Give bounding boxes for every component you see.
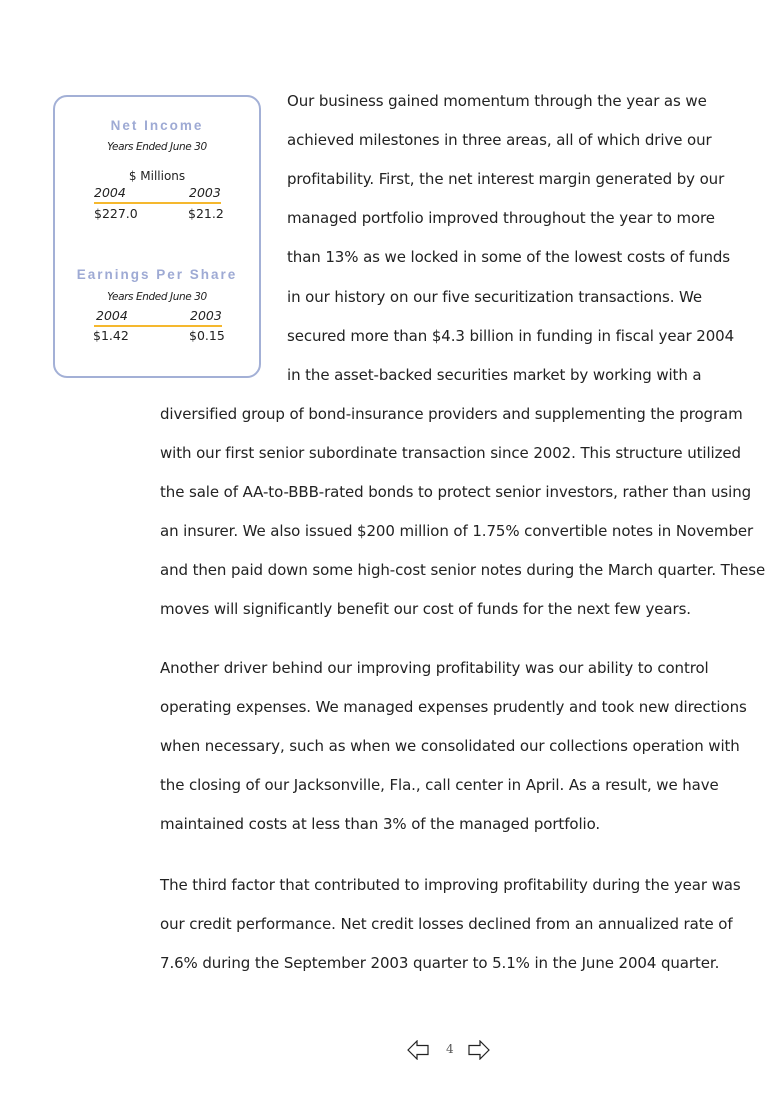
eps-year-2: 2003 bbox=[190, 308, 222, 323]
text-line: in our history on our five securitization transactions. We bbox=[287, 287, 703, 306]
page-number: 4 bbox=[446, 1042, 454, 1056]
text-line: the sale of AA-to-BBB-rated bonds to protect senior investors, rather than using bbox=[160, 483, 752, 501]
net-income-subtitle: Years Ended June 30 bbox=[107, 141, 207, 153]
divider bbox=[94, 202, 221, 204]
text-line: achieved milestones in three areas, all of which drive our bbox=[287, 131, 712, 150]
net-income-value-1: $227.0 bbox=[94, 206, 138, 221]
text-line: in the asset-backed securities market by working with a bbox=[287, 365, 702, 384]
text-line: than 13% as we locked in some of the lowest costs of funds bbox=[287, 248, 730, 267]
eps-year-1: 2004 bbox=[96, 308, 128, 323]
text-line: and then paid down some high-cost senior notes during the March quarter. These bbox=[160, 561, 766, 580]
text-line: our credit performance. Net credit losses declined from an annualized rate of bbox=[160, 915, 733, 934]
text-line: the closing of our Jacksonville, Fla., call center in April. As a result, we have bbox=[160, 776, 719, 795]
text-line: The third factor that contributed to improving profitability during the year was bbox=[160, 876, 741, 894]
net-income-year-2: 2003 bbox=[189, 185, 221, 200]
text-line: managed portfolio improved throughout the year to more bbox=[287, 209, 715, 228]
text-line: profitability. First, the net interest margin generated by our bbox=[287, 170, 725, 189]
text-line: when necessary, such as when we consolidated our collections operation with bbox=[160, 737, 740, 756]
net-income-title: Net Income bbox=[110, 118, 204, 133]
text-line: Our business gained momentum through the year as we bbox=[287, 92, 707, 110]
arrow-left-icon[interactable] bbox=[407, 1040, 429, 1060]
text-line: Another driver behind our improving profitability was our ability to control bbox=[160, 659, 709, 677]
divider bbox=[94, 325, 222, 327]
text-line: 7.6% during the September 2003 quarter to 5.1% in the June 2004 quarter. bbox=[160, 954, 720, 973]
eps-value-2: $0.15 bbox=[189, 328, 225, 343]
text-line: maintained costs at less than 3% of the managed portfolio. bbox=[160, 815, 601, 834]
net-income-year-1: 2004 bbox=[94, 185, 126, 200]
financial-highlights-box bbox=[53, 95, 261, 378]
arrow-right-icon[interactable] bbox=[468, 1040, 490, 1060]
text-line: an insurer. We also issued $200 million of 1.75% convertible notes in November bbox=[160, 522, 754, 541]
net-income-unit: $ Millions bbox=[128, 169, 186, 183]
text-line: with our first senior subordinate transaction since 2002. This structure utilized bbox=[160, 443, 741, 462]
net-income-value-2: $21.2 bbox=[188, 206, 224, 221]
eps-subtitle: Years Ended June 30 bbox=[107, 291, 207, 303]
eps-title: Earnings Per Share bbox=[76, 267, 238, 282]
text-line: operating expenses. We managed expenses prudently and took new directions bbox=[160, 698, 747, 717]
text-line: secured more than $4.3 billion in funding in fiscal year 2004 bbox=[287, 326, 735, 345]
eps-value-1: $1.42 bbox=[93, 328, 129, 343]
text-line: moves will significantly benefit our cost of funds for the next few years. bbox=[160, 600, 691, 619]
text-line: diversified group of bond-insurance providers and supplementing the program bbox=[160, 404, 743, 423]
